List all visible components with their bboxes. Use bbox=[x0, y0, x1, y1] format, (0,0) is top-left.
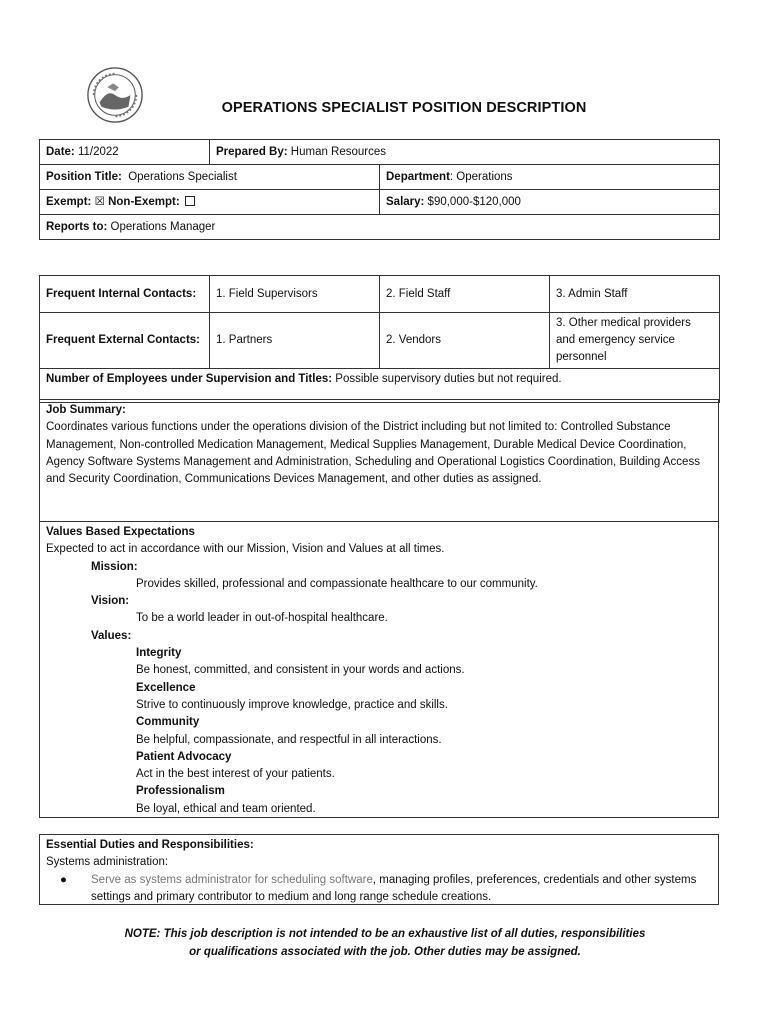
internal-contact-3: 3. Admin Staff bbox=[550, 276, 720, 313]
job-summary-text: Coordinates various functions under the operations division of the District including but not limited to: Controlled Substance Management, Non-controlled Medication Management, Medical Supplies Management, Durable Medical Device Coordination, Agency Software Systems Management and Administration, Scheduling and Operational Logistics Coordination, Building Access and Security Coordination, Communications Devices Management, and other duties as assigned. bbox=[46, 421, 700, 486]
values-label: Values: bbox=[91, 629, 132, 642]
date-value: 11/2022 bbox=[74, 145, 119, 158]
reports-to-label: Reports to: bbox=[46, 220, 108, 233]
value-name: Community bbox=[136, 716, 200, 729]
value-name: Excellence bbox=[136, 681, 196, 694]
exempt-cell bbox=[40, 190, 380, 215]
exempt-checkbox[interactable]: ☒ bbox=[94, 195, 105, 208]
department-cell bbox=[380, 165, 720, 190]
values-intro: Expected to act in accordance with our Mission, Vision and Values at all times. bbox=[46, 543, 445, 556]
duty-highlight-text: Serve as systems administrator for scheduling software bbox=[91, 873, 373, 886]
salary-value: $90,000-$120,000 bbox=[424, 195, 521, 208]
contacts-table bbox=[39, 275, 720, 403]
salary-cell bbox=[380, 190, 720, 215]
duties-subheading: Systems administration: bbox=[46, 856, 169, 869]
position-info-table bbox=[39, 139, 720, 240]
mission-label: Mission: bbox=[91, 560, 138, 573]
employees-supervision-value: Possible supervisory duties but not required. bbox=[332, 373, 562, 385]
essential-duties-section bbox=[39, 834, 719, 905]
job-summary-section bbox=[39, 399, 719, 522]
external-contact-3: 3. Other medical providers and emergency service personnel bbox=[550, 313, 720, 369]
non-exempt-checkbox[interactable] bbox=[185, 196, 195, 206]
job-summary-heading: Job Summary: bbox=[46, 404, 126, 416]
duty-text: , managing profiles, preferences, credentials and other systems settings and primary contributor to medium and long range schedule creations. bbox=[91, 873, 697, 903]
salary-label: Salary: bbox=[386, 195, 425, 208]
position-title-label: Position Title: bbox=[46, 170, 122, 183]
department-label: Department bbox=[386, 170, 450, 183]
value-name: Professionalism bbox=[136, 785, 225, 798]
vision-label: Vision: bbox=[91, 595, 130, 608]
note-line-1: NOTE: This job description is not intended to be an exhaustive list of all duties, responsibilities bbox=[124, 928, 646, 940]
external-contact-2: 2. Vendors bbox=[380, 313, 550, 369]
bullet-icon: ● bbox=[60, 873, 67, 886]
employees-supervision-cell bbox=[40, 369, 720, 403]
value-text: Be honest, committed, and consistent in your words and actions. bbox=[136, 664, 465, 677]
reports-to-cell bbox=[40, 215, 720, 240]
values-section bbox=[39, 521, 719, 818]
duties-heading: Essential Duties and Responsibilities: bbox=[46, 839, 254, 851]
page-title: OPERATIONS SPECIALIST POSITION DESCRIPTION bbox=[221, 100, 587, 116]
list-item bbox=[46, 872, 712, 907]
value-text: Strive to continuously improve knowledge, practice and skills. bbox=[136, 698, 448, 711]
mission-text: Provides skilled, professional and compassionate healthcare to our community. bbox=[136, 577, 538, 590]
internal-contacts-label: Frequent Internal Contacts: bbox=[40, 276, 210, 313]
external-contacts-label: Frequent External Contacts: bbox=[40, 313, 210, 369]
date-label: Date: bbox=[46, 145, 75, 158]
note-line-2: or qualifications associated with the job. Other duties may be assigned. bbox=[189, 945, 581, 958]
value-name: Integrity bbox=[136, 647, 182, 660]
value-name: Patient Advocacy bbox=[136, 750, 232, 763]
prepared-by-label: Prepared By: bbox=[216, 145, 288, 158]
prepared-by-value: Human Resources bbox=[287, 145, 387, 158]
internal-contact-1: 1. Field Supervisors bbox=[210, 276, 380, 313]
date-cell bbox=[40, 140, 210, 165]
position-title-value: Operations Specialist bbox=[121, 170, 237, 183]
vision-text: To be a world leader in out-of-hospital healthcare. bbox=[136, 612, 388, 625]
exempt-label: Exempt: bbox=[46, 195, 92, 208]
values-heading: Values Based Expectations bbox=[46, 526, 195, 538]
prepared-by-cell bbox=[210, 140, 720, 165]
value-text: Be loyal, ethical and team oriented. bbox=[136, 802, 316, 815]
disclaimer-note bbox=[0, 926, 770, 961]
internal-contact-2: 2. Field Staff bbox=[380, 276, 550, 313]
value-text: Be helpful, compassionate, and respectful in all interactions. bbox=[136, 733, 442, 746]
position-title-cell bbox=[40, 165, 380, 190]
non-exempt-label: Non-Exempt: bbox=[108, 195, 180, 208]
reports-to-value: Operations Manager bbox=[107, 220, 216, 233]
employees-supervision-label: Number of Employees under Supervision and Titles: bbox=[46, 373, 333, 385]
value-text: Act in the best interest of your patients. bbox=[136, 768, 335, 781]
department-value: : Operations bbox=[449, 170, 513, 183]
external-contact-1: 1. Partners bbox=[210, 313, 380, 369]
